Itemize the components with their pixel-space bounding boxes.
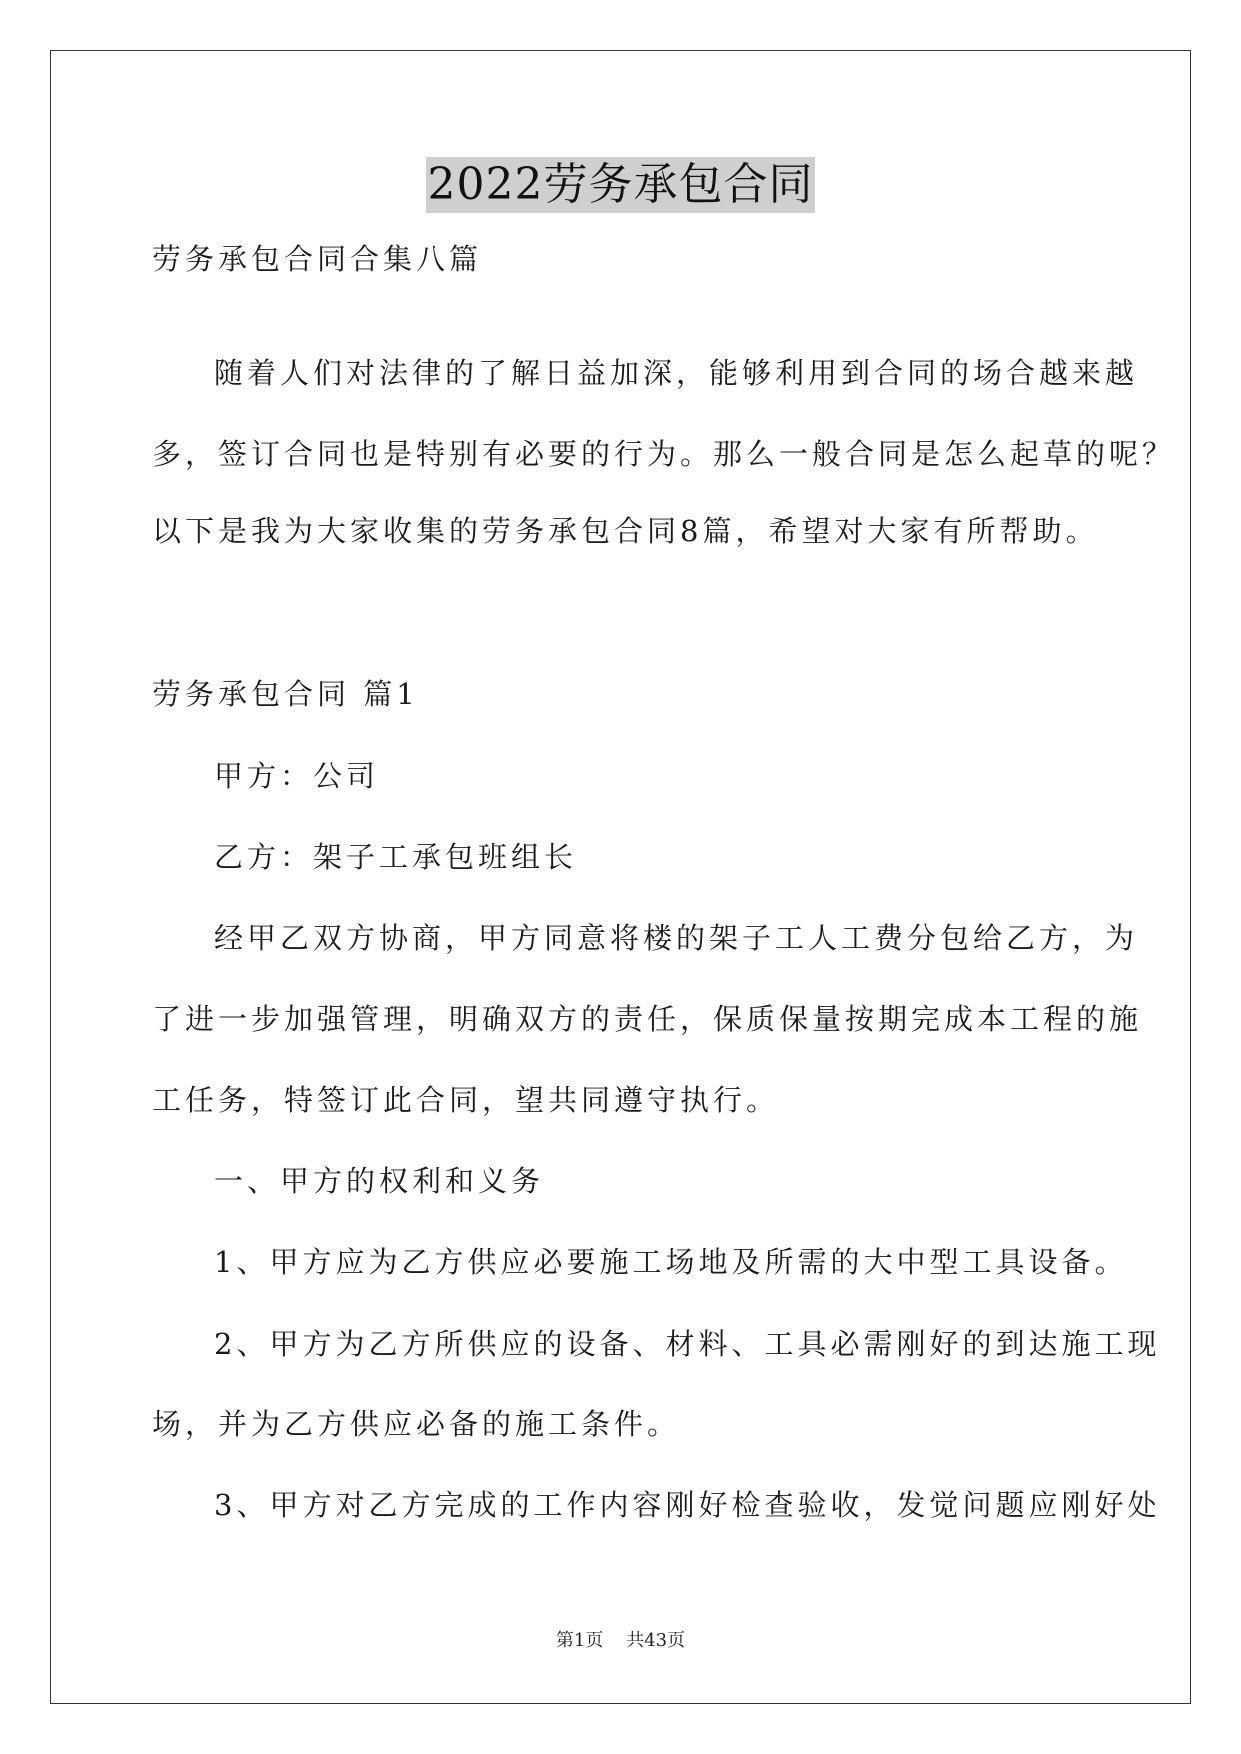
clause-heading: 一、甲方的权利和义务 (214, 1164, 545, 1198)
paragraph-line: 多，签订合同也是特别有必要的行为。那么一般合同是怎么起草的呢？ (152, 437, 1176, 471)
subtitle-line: 劳务承包合同合集八篇 (152, 242, 483, 276)
title-wrap (0, 157, 1241, 213)
clause-item: 1、甲方应为乙方供应必要施工场地及所需的大中型工具设备。 (214, 1245, 1128, 1279)
document-title: 2022劳务承包合同 (426, 157, 816, 213)
paragraph-line: 经甲乙双方协商，甲方同意将楼的架子工人工费分包给乙方，为 (214, 921, 1139, 955)
section-heading: 劳务承包合同 篇1 (152, 677, 419, 711)
paragraph-line: 了进一步加强管理，明确双方的责任，保质保量按期完成本工程的施 (152, 1002, 1143, 1036)
page-border (50, 50, 1191, 1704)
party-b-line: 乙方：架子工承包班组长 (214, 840, 578, 874)
paragraph-line: 工任务，特签订此合同，望共同遵守执行。 (152, 1083, 780, 1117)
paragraph-line: 以下是我为大家收集的劳务承包合同8篇，希望对大家有所帮助。 (152, 514, 1099, 548)
clause-item-continued: 场，并为乙方供应必备的施工条件。 (152, 1407, 681, 1441)
party-a-line: 甲方：公司 (214, 759, 380, 793)
page-number: 第1页 共43页 (555, 1630, 686, 1651)
clause-item: 3、甲方对乙方完成的工作内容刚好检查验收，发觉问题应刚好处 (214, 1488, 1161, 1522)
paragraph-line: 随着人们对法律的了解日益加深，能够利用到合同的场合越来越 (214, 356, 1139, 390)
clause-item: 2、甲方为乙方所供应的设备、材料、工具必需刚好的到达施工现 (214, 1327, 1161, 1361)
